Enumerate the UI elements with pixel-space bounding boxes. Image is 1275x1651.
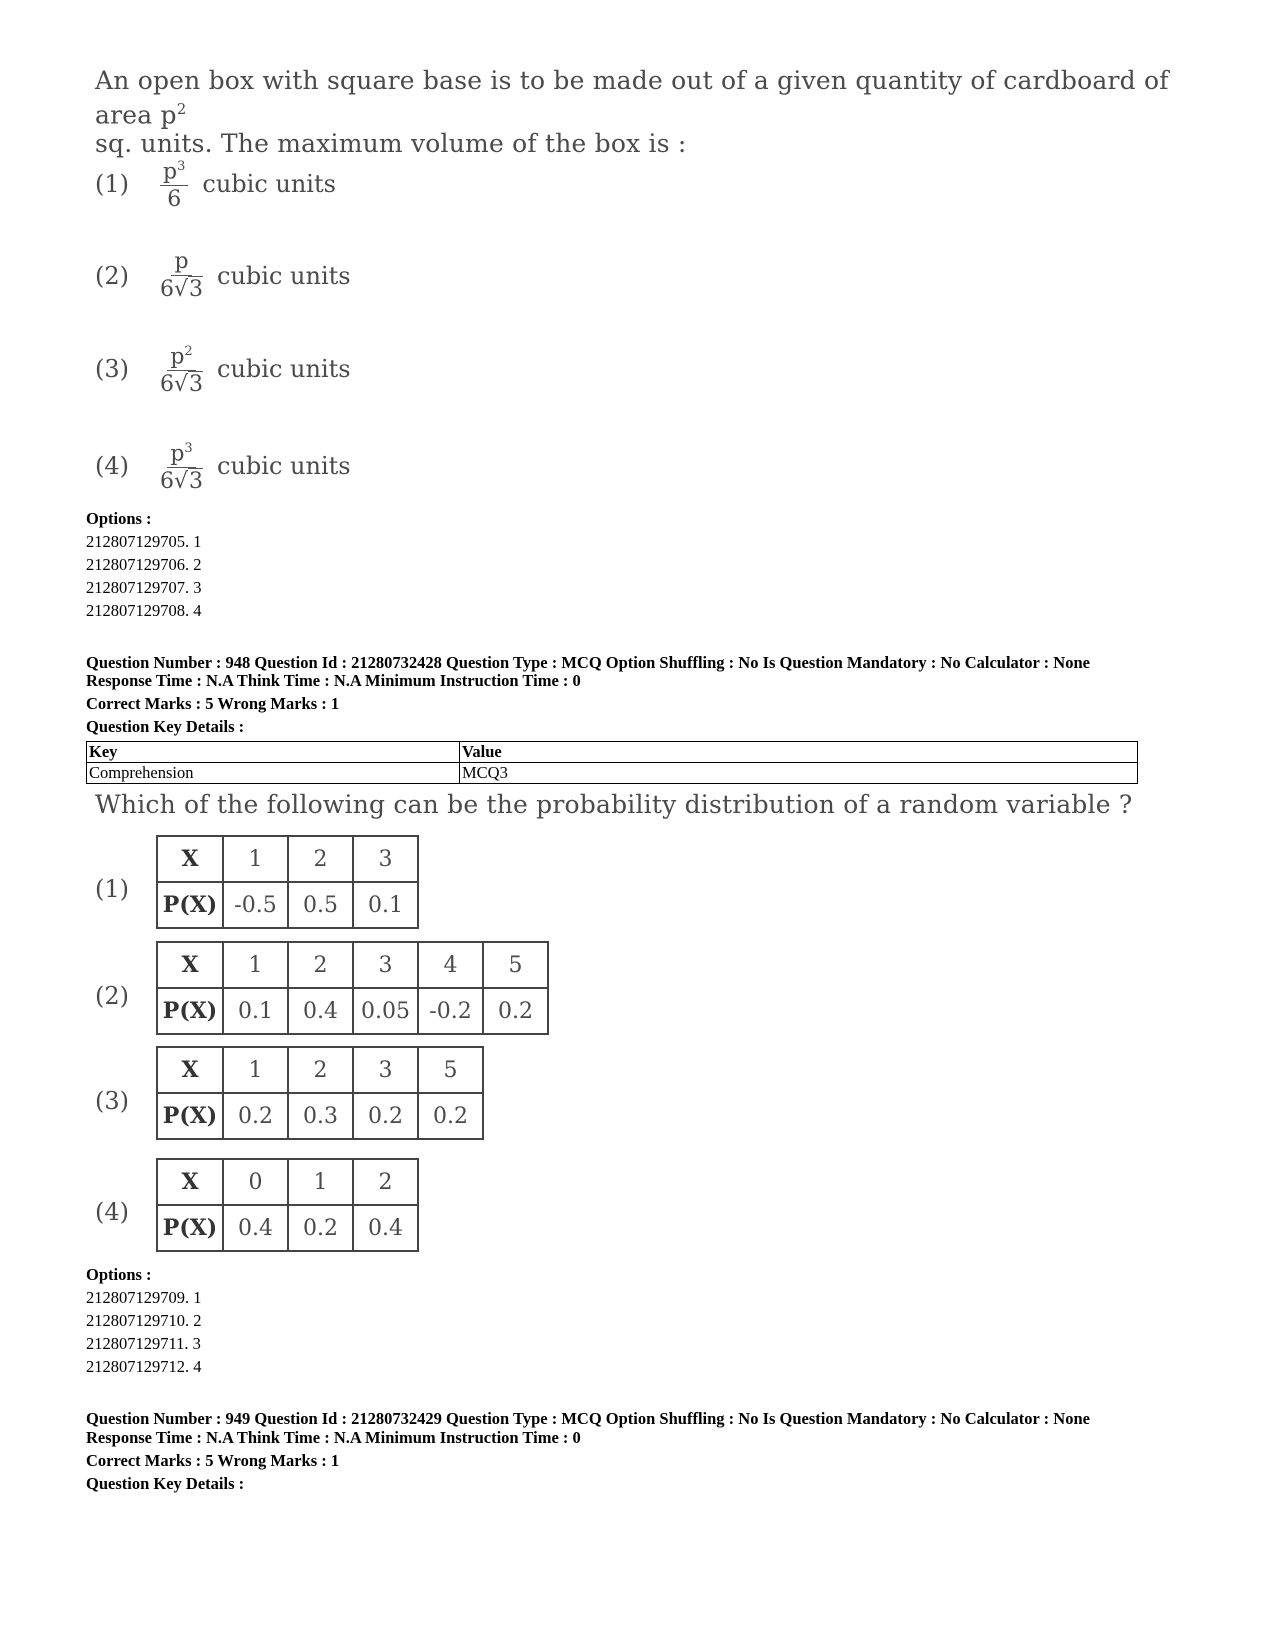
q948-header-line1: Question Number : 948 Question Id : 21280732428 Question Type : MCQ Option Shuffling : No Is Question Mandatory : No Calculator : None (86, 653, 1090, 672)
x-row (157, 942, 548, 988)
x-label: X (157, 1159, 223, 1205)
q1-text-sup: 2 (176, 100, 187, 118)
p-value: 0.2 (483, 988, 548, 1034)
q948-option-2: 212807129710. 2 (86, 1311, 202, 1330)
q948-option-3: 212807129711. 3 (86, 1334, 201, 1353)
q948-header-line2: Response Time : N.A Think Time : N.A Minimum Instruction Time : 0 (86, 671, 581, 690)
q948-choice-4-table (156, 1158, 419, 1252)
p-value: -0.5 (223, 882, 288, 928)
p-value: 0.2 (353, 1093, 418, 1139)
q948-choice-2-table (156, 941, 549, 1035)
exponent: 3 (177, 159, 186, 174)
fraction (160, 155, 188, 212)
q948-key-table (86, 741, 1138, 784)
radicand: 3 (189, 277, 204, 302)
x-value: 1 (223, 942, 288, 988)
denominator-coefficient: 6 (160, 469, 174, 495)
p-label: P(X) (157, 882, 223, 928)
value-header: Value (460, 742, 1138, 763)
table-row (87, 763, 1138, 784)
x-value: 4 (418, 942, 483, 988)
value-cell: MCQ3 (460, 763, 1138, 784)
x-value: 3 (353, 836, 418, 882)
p-value: 0.4 (288, 988, 353, 1034)
numerator: p (174, 249, 189, 274)
fraction (160, 250, 203, 302)
numerator: p (170, 344, 185, 370)
x-value: 2 (353, 1159, 418, 1205)
q949-key-details-label: Question Key Details : (86, 1474, 245, 1493)
p-value: 0.3 (288, 1093, 353, 1139)
q948-choice-1-number: (1) (95, 875, 129, 903)
x-label: X (157, 942, 223, 988)
denominator-coefficient: 6 (160, 372, 174, 398)
q1-question-text (95, 66, 1205, 158)
unit-text: cubic units (217, 354, 351, 383)
q949-header-line2: Response Time : N.A Think Time : N.A Minimum Instruction Time : 0 (86, 1428, 581, 1447)
q1-option-3: 212807129707. 3 (86, 578, 202, 597)
denominator-coefficient: 6 (160, 277, 174, 302)
q948-question-text: Which of the following can be the probability distribution of a random variable ? (95, 790, 1133, 819)
fraction (160, 340, 203, 397)
x-row (157, 836, 418, 882)
numerator: p (170, 441, 185, 467)
q1-choice-3 (95, 340, 351, 397)
q1-text-line2: sq. units. The maximum volume of the box is : (95, 129, 687, 159)
denominator: 6√3 (160, 372, 204, 398)
denominator: 6 (167, 187, 182, 213)
key-cell: Comprehension (87, 763, 460, 784)
p-value: -0.2 (418, 988, 483, 1034)
q949-header-line1: Question Number : 949 Question Id : 21280732429 Question Type : MCQ Option Shuffling : No Is Question Mandatory : No Calculator : None (86, 1409, 1090, 1428)
choice-number: (2) (95, 262, 129, 290)
p-label: P(X) (157, 1093, 223, 1139)
x-value: 2 (288, 836, 353, 882)
q1-options-label: Options : (86, 509, 152, 528)
choice-number: (3) (95, 354, 129, 383)
x-value: 2 (288, 942, 353, 988)
q948-choice-2-number: (2) (95, 982, 129, 1010)
x-row (157, 1159, 418, 1205)
p-value: 0.1 (223, 988, 288, 1034)
q1-option-1: 212807129705. 1 (86, 532, 202, 551)
p-row (157, 1205, 418, 1251)
denominator: 6√3 (160, 277, 204, 302)
radicand: 3 (189, 469, 204, 495)
x-label: X (157, 1047, 223, 1093)
radicand: 3 (189, 372, 204, 398)
x-row (157, 1047, 483, 1093)
p-value: 0.1 (353, 882, 418, 928)
choice-number: (1) (95, 169, 129, 198)
choice-number: (4) (95, 451, 129, 480)
denominator: 6√3 (160, 469, 204, 495)
q1-option-4: 212807129708. 4 (86, 601, 202, 620)
x-value: 0 (223, 1159, 288, 1205)
q1-choice-2 (95, 250, 351, 302)
x-value: 1 (223, 1047, 288, 1093)
q1-choice-1 (95, 155, 336, 212)
x-value: 1 (223, 836, 288, 882)
x-value: 5 (418, 1047, 483, 1093)
unit-text: cubic units (202, 169, 336, 198)
x-value: 5 (483, 942, 548, 988)
key-header: Key (87, 742, 460, 763)
p-value: 0.2 (288, 1205, 353, 1251)
unit-text: cubic units (217, 262, 351, 290)
p-value: 0.4 (353, 1205, 418, 1251)
p-value: 0.4 (223, 1205, 288, 1251)
table-header-row (87, 742, 1138, 763)
q948-key-details-label: Question Key Details : (86, 717, 245, 736)
q1-text-line1: An open box with square base is to be made out of a given quantity of cardboard of area p (95, 66, 1169, 130)
p-label: P(X) (157, 988, 223, 1034)
q1-choice-4 (95, 437, 351, 494)
q948-choice-4-number: (4) (95, 1198, 129, 1226)
p-value: 0.5 (288, 882, 353, 928)
numerator: p (163, 159, 178, 185)
x-value: 3 (353, 942, 418, 988)
q948-options-label: Options : (86, 1265, 152, 1284)
p-row (157, 988, 548, 1034)
x-value: 3 (353, 1047, 418, 1093)
q948-choice-3-table (156, 1046, 484, 1140)
exponent: 2 (184, 344, 193, 359)
q948-choice-1-table (156, 835, 419, 929)
fraction (160, 437, 203, 494)
x-value: 1 (288, 1159, 353, 1205)
p-row (157, 1093, 483, 1139)
q948-option-1: 212807129709. 1 (86, 1288, 202, 1307)
unit-text: cubic units (217, 451, 351, 480)
exponent: 3 (184, 441, 193, 456)
q948-option-4: 212807129712. 4 (86, 1357, 202, 1376)
q949-marks: Correct Marks : 5 Wrong Marks : 1 (86, 1451, 340, 1470)
p-value: 0.05 (353, 988, 418, 1034)
p-value: 0.2 (223, 1093, 288, 1139)
p-row (157, 882, 418, 928)
q948-choice-3-number: (3) (95, 1087, 129, 1115)
x-value: 2 (288, 1047, 353, 1093)
x-label: X (157, 836, 223, 882)
q948-marks: Correct Marks : 5 Wrong Marks : 1 (86, 694, 340, 713)
q1-option-2: 212807129706. 2 (86, 555, 202, 574)
p-value: 0.2 (418, 1093, 483, 1139)
p-label: P(X) (157, 1205, 223, 1251)
